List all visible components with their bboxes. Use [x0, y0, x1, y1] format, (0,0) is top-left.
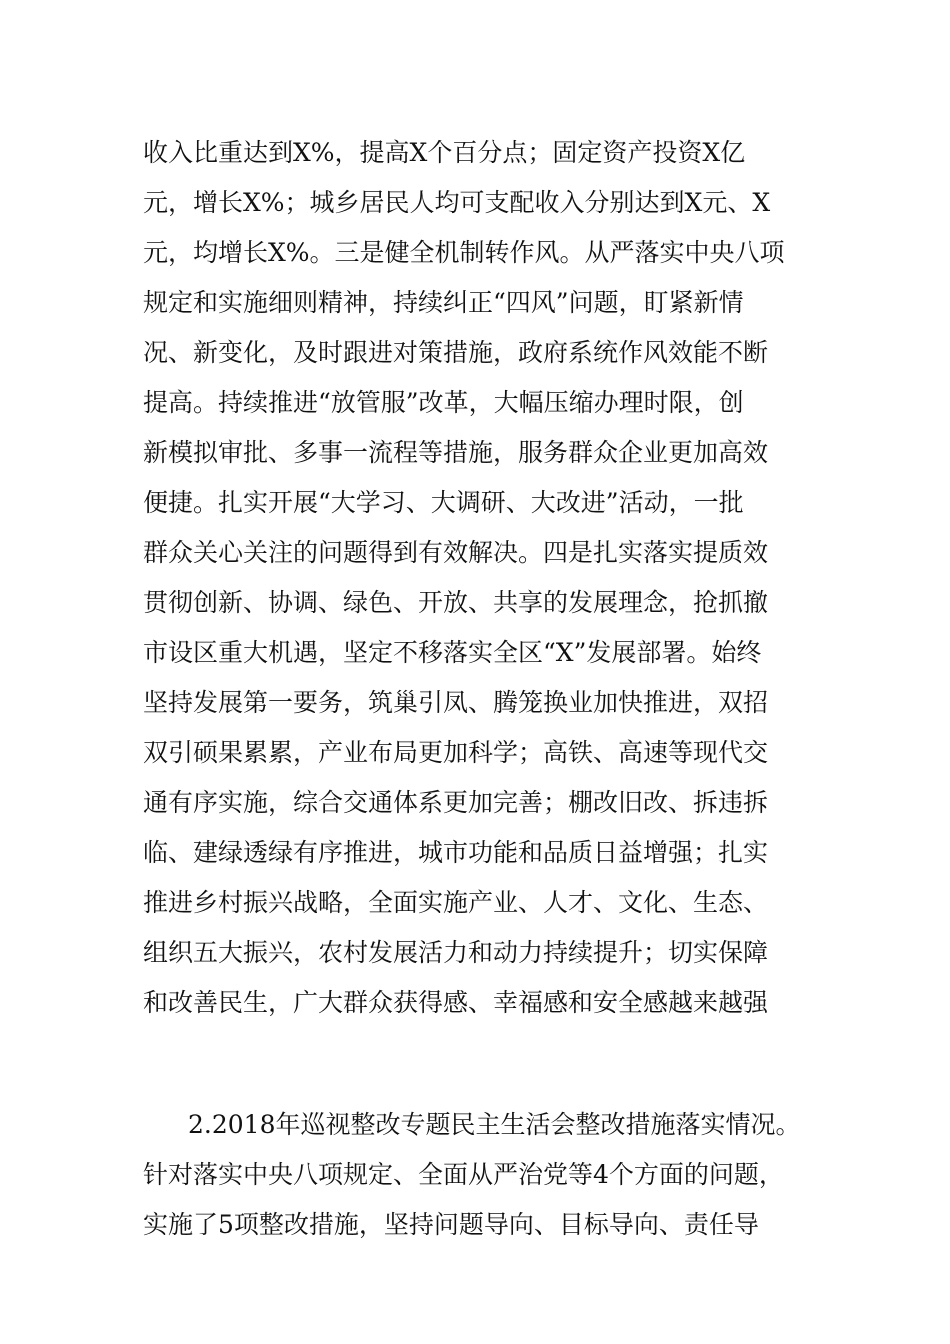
- paragraph-line: 贯彻创新、协调、绿色、开放、共享的发展理念，抢抓撤: [143, 588, 769, 617]
- paragraph-line: 元，均增长X%。三是健全机制转作风。从严落实中央八项: [143, 238, 785, 267]
- paragraph-line: 组织五大振兴，农村发展活力和动力持续提升；切实保障: [143, 938, 769, 967]
- paragraph-1: [143, 128, 823, 1028]
- paragraph-line: 通有序实施，综合交通体系更加完善；棚改旧改、拆违拆: [143, 788, 769, 817]
- paragraph-line: 元，增长X%；城乡居民人均可支配收入分别达到X元、X: [143, 188, 771, 217]
- paragraph-line: 便捷。扎实开展“大学习、大调研、大改进”活动，一批: [143, 488, 744, 517]
- section-heading-line: 2.2018年巡视整改专题民主生活会整改措施落实情况。: [188, 1110, 801, 1139]
- paragraph-2: [143, 1100, 823, 1250]
- paragraph-line: 推进乡村振兴战略，全面实施产业、人才、文化、生态、: [143, 888, 769, 917]
- paragraph-line: 规定和实施细则精神，持续纠正“四风”问题，盯紧新情: [143, 288, 744, 317]
- paragraph-line: 双引硕果累累，产业布局更加科学；高铁、高速等现代交: [143, 738, 769, 767]
- paragraph-line: 提高。持续推进“放管服”改革，大幅压缩办理时限，创: [143, 388, 744, 417]
- paragraph-line: 收入比重达到X%，提高X个百分点；固定资产投资X亿: [143, 138, 746, 167]
- paragraph-line: 群众关心关注的问题得到有效解决。四是扎实落实提质效: [143, 538, 769, 567]
- paragraph-line: 和改善民生，广大群众获得感、幸福感和安全感越来越强: [143, 988, 769, 1017]
- paragraph-line: 针对落实中央八项规定、全面从严治党等4个方面的问题，: [143, 1160, 784, 1189]
- paragraph-line: 新模拟审批、多事一流程等措施，服务群众企业更加高效: [143, 438, 769, 467]
- paragraph-line: 坚持发展第一要务，筑巢引凤、腾笼换业加快推进，双招: [143, 688, 769, 717]
- paragraph-line: 况、新变化，及时跟进对策措施，政府系统作风效能不断: [143, 338, 769, 367]
- paragraph-line: 市设区重大机遇，坚定不移落实全区“X”发展部署。始终: [143, 638, 762, 667]
- paragraph-line: 实施了5项整改措施，坚持问题导向、目标导向、责任导: [143, 1210, 759, 1239]
- paragraph-line: 临、建绿透绿有序推进，城市功能和品质日益增强；扎实: [143, 838, 769, 867]
